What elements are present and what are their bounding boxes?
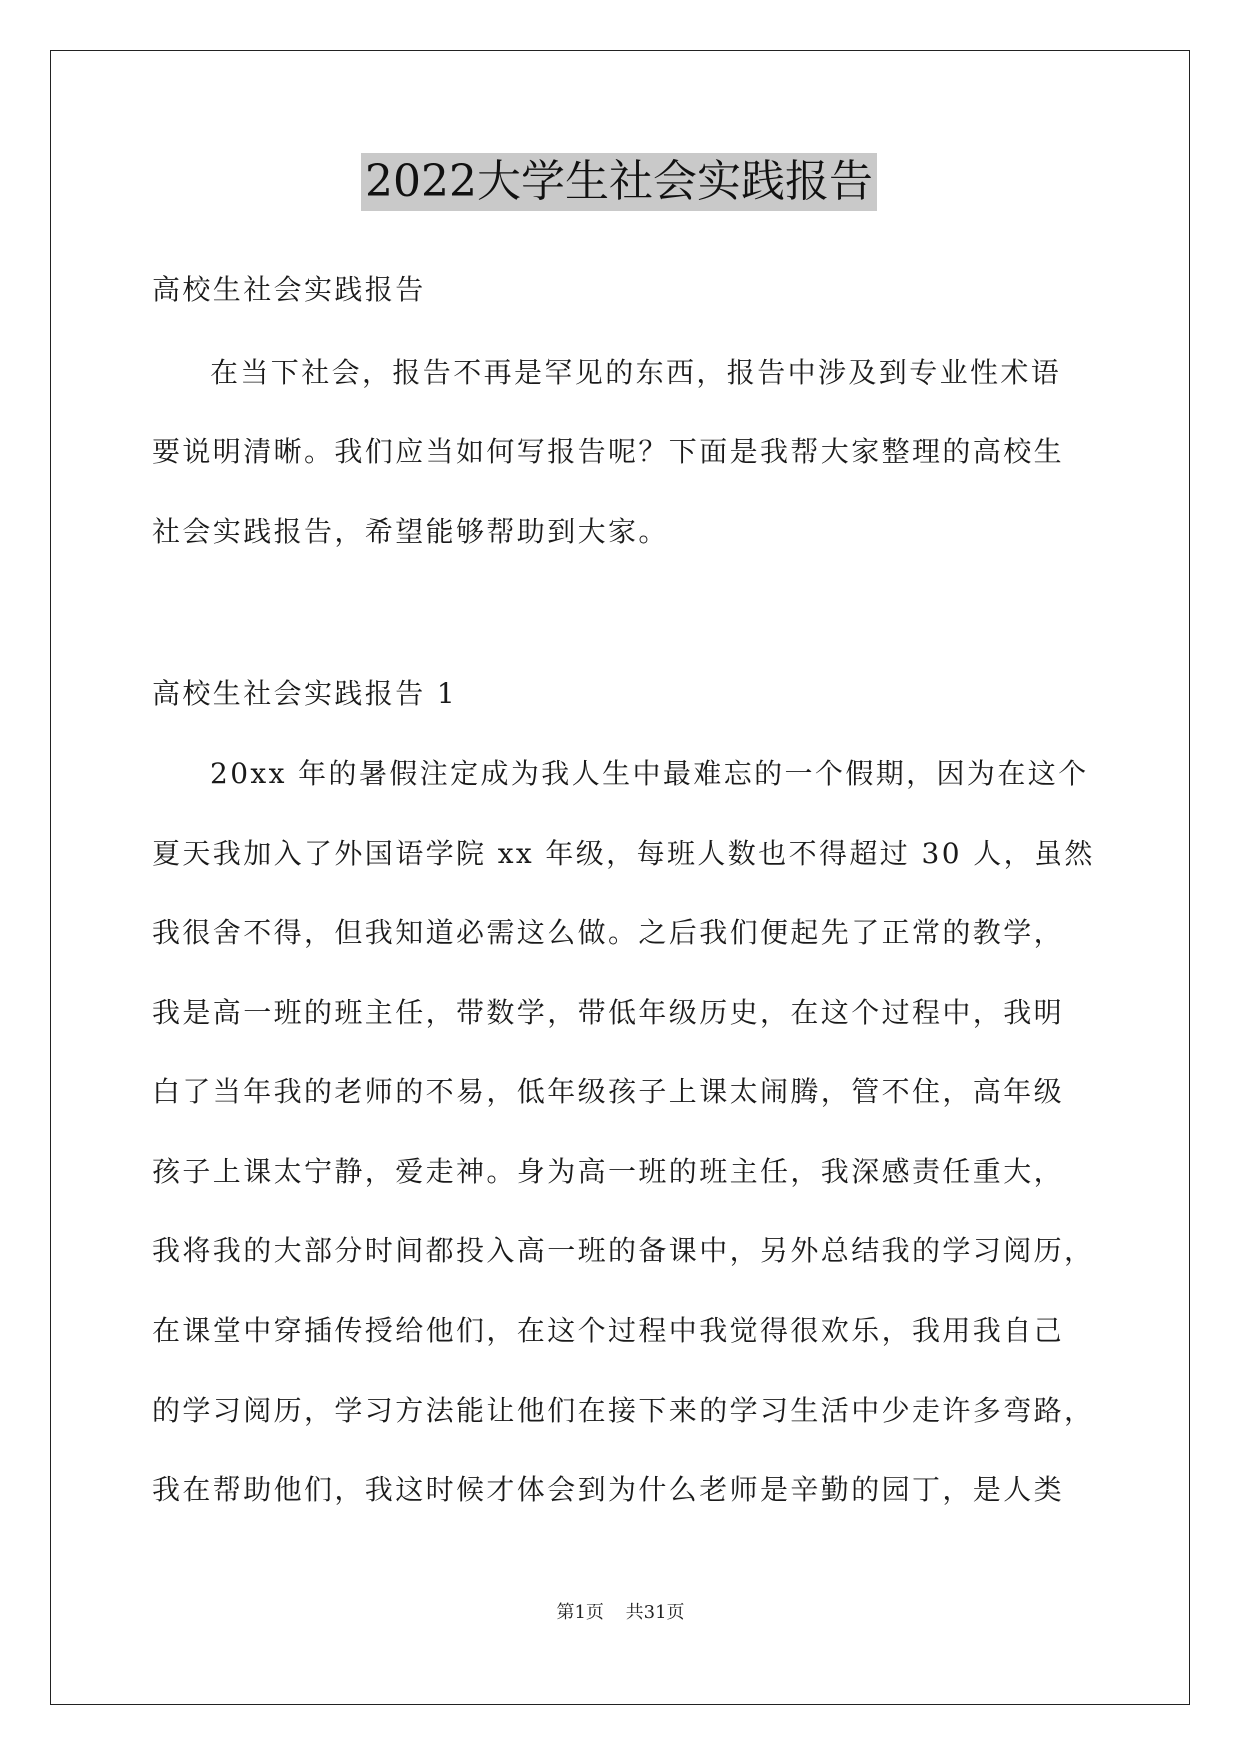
body-line: 孩子上课太宁静，爱走神。身为高一班的班主任，我深感责任重大， bbox=[152, 1155, 1065, 1188]
document-title: 2022大学生社会实践报告 bbox=[361, 153, 877, 211]
body-line: 在课堂中穿插传授给他们，在这个过程中我觉得很欢乐，我用我自己 bbox=[152, 1314, 1065, 1347]
body-line: 我在帮助他们，我这时候才体会到为什么老师是辛勤的园丁，是人类 bbox=[152, 1473, 1065, 1506]
body-line: 我很舍不得，但我知道必需这么做。之后我们便起先了正常的教学， bbox=[152, 916, 1065, 949]
body-line: 20xx 年的暑假注定成为我人生中最难忘的一个假期，因为在这个 bbox=[210, 757, 1089, 790]
section-heading: 高校生社会实践报告 1 bbox=[152, 677, 458, 710]
intro-line: 社会实践报告，希望能够帮助到大家。 bbox=[152, 515, 669, 548]
page-footer bbox=[0, 1598, 1241, 1624]
body-line: 我将我的大部分时间都投入高一班的备课中，另外总结我的学习阅历， bbox=[152, 1234, 1095, 1267]
body-line: 白了当年我的老师的不易，低年级孩子上课太闹腾，管不住，高年级 bbox=[152, 1075, 1065, 1108]
body-line: 我是高一班的班主任，带数学，带低年级历史，在这个过程中，我明 bbox=[152, 996, 1065, 1029]
intro-line: 要说明清晰。我们应当如何写报告呢？下面是我帮大家整理的高校生 bbox=[152, 435, 1065, 468]
document-subtitle: 高校生社会实践报告 bbox=[152, 273, 426, 306]
page-total: 共31页 bbox=[625, 1602, 685, 1623]
page-number: 第1页 bbox=[556, 1602, 604, 1623]
body-line: 的学习阅历，学习方法能让他们在接下来的学习生活中少走许多弯路， bbox=[152, 1394, 1095, 1427]
body-line: 夏天我加入了外国语学院 xx 年级，每班人数也不得超过 30 人，虽然 bbox=[152, 837, 1095, 870]
intro-line: 在当下社会，报告不再是罕见的东西，报告中涉及到专业性术语 bbox=[210, 356, 1062, 389]
